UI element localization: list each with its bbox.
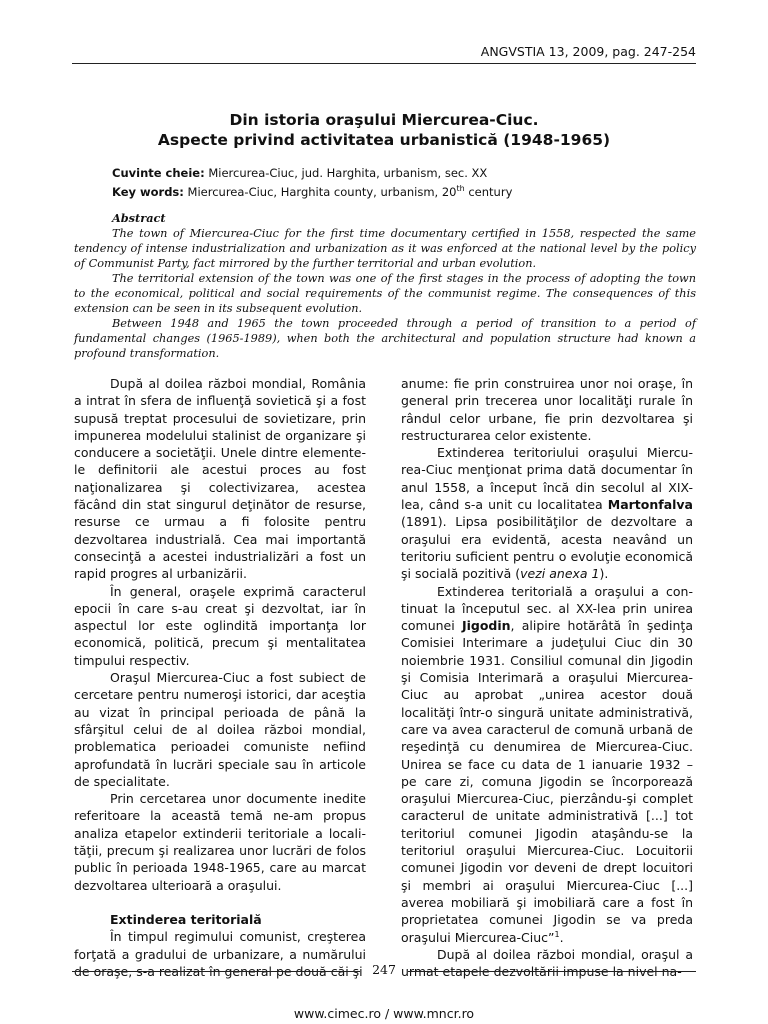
text-run: ). [599, 566, 609, 582]
abstract-paragraph: Between 1948 and 1965 the town proceeded through a period of transition to a period of fundamental changes (1965-1989), when both the architectural and population structure had known a profound transformation. [74, 317, 696, 360]
keywords-en-tail: century [464, 184, 513, 199]
journal-reference: ANGVSTIA 13, 2009, pag. 247-254 [480, 44, 696, 59]
place-name-jigodin: Jigodin [461, 618, 511, 634]
body-paragraph: Prin cercetarea unor documente inedite referitoare la această temă ne-am propus analiza etapelor extinderii teritoriale a localităţii, precum şi realizarea unor lucrări de folos public în perioada 1948-1965, care au marcat dezvoltarea ulterioară a oraşului. [74, 791, 366, 893]
body-paragraph: În timpul regimului comunist, creşterea forţată a gradului de urbanizare, a numărului de oraşe, s-a realizat în general pe două căi şi [74, 929, 366, 979]
keywords-ro-text: Miercurea-Ciuc, jud. Harghita, urbanism, sec. XX [204, 166, 488, 180]
keywords-en-label: Key words: [112, 184, 184, 199]
title-line-1: Din istoria oraşului Miercurea-Ciuc. [229, 111, 539, 129]
body-paragraph: În general, oraşele exprimă caracterul epocii în care s-au creat şi dezvoltat, iar în aspectul lor este oglindită importanţa lor economică, politică, precum şi mentalitatea timpului respectiv. [74, 583, 366, 668]
text-run: Extinderea teritoriului oraşului Miercurea-Ciuc menţionat prima dată documentar în anul 1558, a început încă din secolul al XIX-lea, când s-a unit cu localitatea [401, 445, 693, 513]
abstract-paragraph: The town of Miercurea-Ciuc for the first time documentary certified in 1558, respected the same tendency of intense industrialization and urbanization as it was enforced at the national level by the policy of Communist Party, fact mirrored by the further territorial and urban evolution. [74, 227, 696, 270]
footer-url: www.cimec.ro / www.mncr.ro [293, 1006, 475, 1021]
title-line-2: Aspecte privind activitatea urbanistică (1948-1965) [157, 131, 611, 149]
keywords-en-sup: th [456, 184, 465, 193]
body-paragraph: anume: fie prin construirea unor noi oraşe, în general prin trecerea unor localităţi rurale în rândul celor urbane, fie prin dezvoltarea şi restructurarea celor existente. [401, 376, 693, 443]
abstract [74, 211, 696, 361]
text-run: Extinderea teritorială a oraşului a continuat la începutul sec. al XX-lea prin unirea comunei [401, 583, 693, 634]
body-paragraph [401, 583, 693, 946]
body-column-right [401, 375, 693, 980]
section-heading: Extinderea teritorială [110, 911, 262, 927]
annex-reference: vezi anexa 1 [520, 566, 600, 582]
abstract-paragraph: The territorial extension of the town was one of the first stages in the process of adopting the town to the economical, political and social requirements of the communist regime. The consequences of this extension can be seen in its subsequent evolution. [74, 272, 696, 315]
footer-rule-right [408, 971, 696, 972]
body-paragraph: După al doilea război mondial, România a intrat în sfera de influenţă sovietică şi a fost supusă treptat procesului de sovietizare, prin impunerea modelului stalinist de organizare şi conducere a societăţii. Unele dintre elementele definitorii ale acestui proces au fost naţionalizarea şi colectivizarea, acestea făcând din stat singurul deţinător de resurse, resurse ce urmau a fi folosite pentru dezvoltarea industrială. Cea mai importantă consecinţă a acestei industrializări a fost un rapid progres al urbanizării. [74, 376, 366, 582]
footnote-marker: 1 [554, 929, 560, 939]
keywords-en [112, 181, 512, 200]
body-paragraph [401, 444, 693, 582]
page-number: 247 [372, 962, 396, 977]
keywords-ro [112, 166, 512, 181]
place-name-martonfalva: Martonfalva [607, 497, 693, 513]
footer-rule-left [72, 971, 360, 972]
keywords-en-text: Miercurea-Ciuc, Harghita county, urbanism, 20 [183, 184, 457, 199]
abstract-heading: Abstract [112, 211, 166, 225]
body-paragraph: Oraşul Miercurea-Ciuc a fost subiect de cercetare pentru numeroşi istorici, dar aceştia au vizat în principal perioada de până la sfârşitul celui de al doilea război mondial, problematica perioadei comuniste nefiind aprofundată în lucrări speciale sau în articole de specialitate. [74, 670, 366, 789]
header-rule [72, 63, 696, 64]
text-run: (1891). Lipsa posibilităţilor de dezvoltare a oraşului era evidentă, acesta neavând un teritoriu suficient pentru o evoluţie economică şi socială pozitivă ( [401, 514, 693, 582]
text-run: . [559, 929, 564, 945]
article-title [72, 110, 696, 150]
keywords-block [112, 166, 512, 200]
text-run: , alipire hotărâtă în şedinţa Comisiei Interimare a judeţului Ciuc din 30 noiembrie 1931. Consiliul comunal din Jigodin şi Comisia Interimară a oraşului Miercurea-Ciuc au aprobat „unirea acestor două localităţi într-o singură unitate administrativă, care va avea caracterul de comună urbană de reşedinţă cu denumirea de Miercurea-Ciuc. Unirea se face cu data de 1 ianuarie 1932 – pe care zi, comuna Jigodin se încorporează oraşului Miercurea-Ciuc, pierzându-şi complet caracterul de unitate administrativă [...] tot teritoriul comunei Jigodin ataşându-se la teritoriul oraşului Miercurea-Ciuc. Locuitorii comunei Jigodin vor deveni de drept locuitori şi membri ai oraşului Miercurea-Ciuc [...] averea mobiliară şi imobiliară care a fost în proprietatea comunei Jigodin se va preda oraşului Miercurea-Ciuc” [401, 618, 693, 945]
keywords-ro-label: Cuvinte cheie: [112, 166, 205, 180]
body-column-left [74, 375, 366, 980]
body-paragraph: După al doilea război mondial, oraşul a urmat etapele dezvoltării impuse la nivel na- [401, 946, 693, 980]
